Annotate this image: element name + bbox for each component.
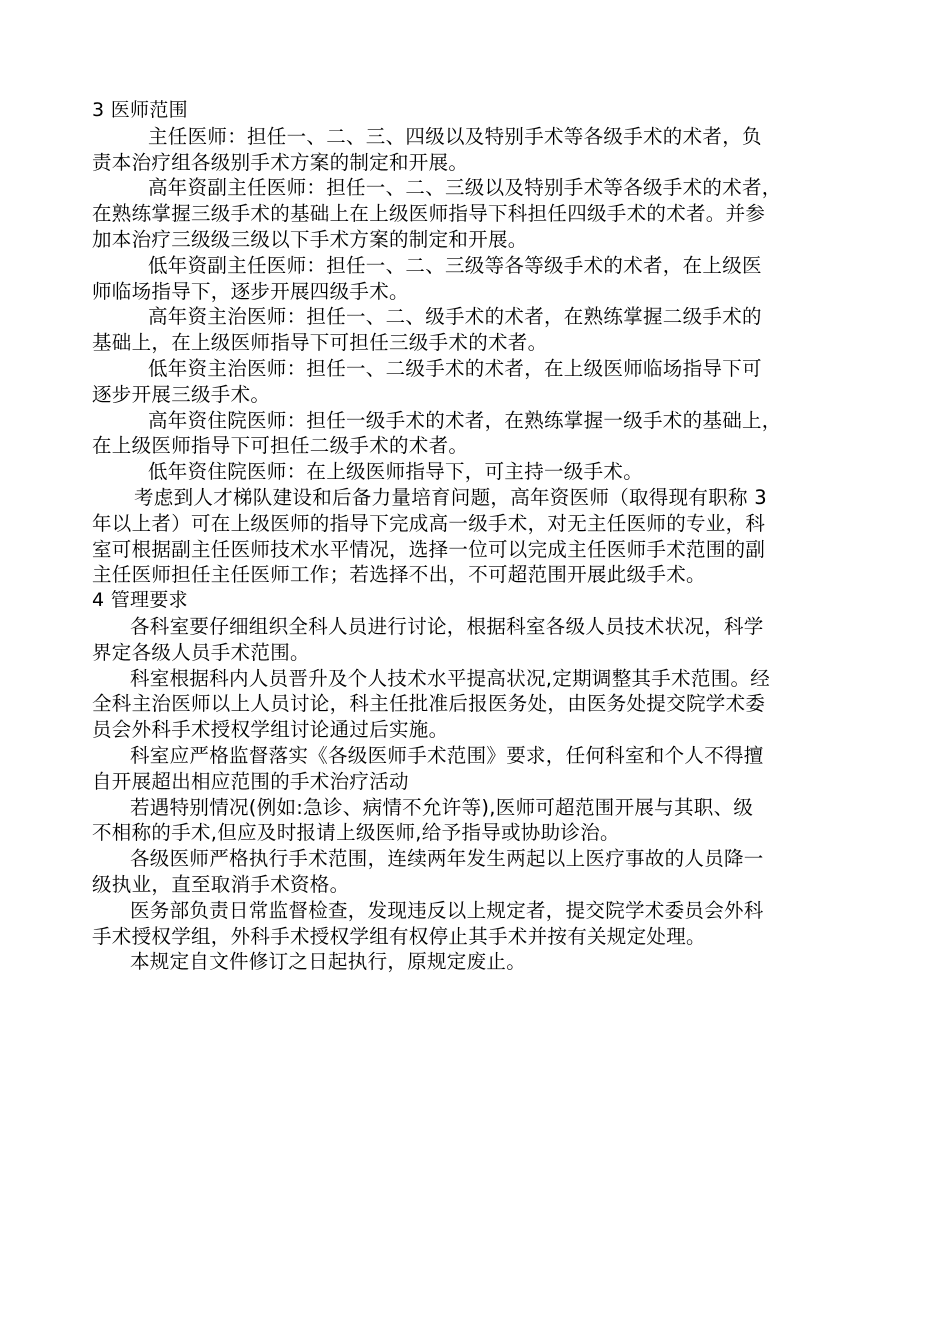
para-senior-resident-line-2: 在上级医师指导下可担任二级手术的术者。 (92, 434, 469, 458)
para-junior-resident-line-1: 低年资住院医师：在上级医师指导下，可主持一级手术。 (148, 460, 644, 484)
section-4-heading: 4 管理要求 (92, 589, 188, 612)
para-senior-attending-line-2: 基础上，在上级医师指导下可担任三级手术的术者。 (92, 331, 548, 355)
para-periodic-adjust-line-1: 科室根据科内人员晋升及个人技术水平提高状况,定期调整其手术范围。经 (130, 666, 771, 690)
para-strict-scope-line-2: 级执业，直至取消手术资格。 (92, 872, 350, 896)
para-periodic-adjust-line-2: 全科主治医师以上人员讨论，科主任批准后报医务处，由医务处提交院学术委 (92, 692, 766, 716)
para-strict-scope-line-1: 各级医师严格执行手术范围，连续两年发生两起以上医疗事故的人员降一 (130, 847, 764, 871)
para-periodic-adjust-line-3: 员会外科手术授权学组讨论通过后实施。 (92, 718, 449, 742)
para-chief-physician-line-1: 主任医师：担任一、二、三、四级以及特别手术等各级手术的术者，负 (148, 124, 762, 148)
para-talent-pipeline-line-4: 主任医师担任主任医师工作；若选择不出，不可超范围开展此级手术。 (92, 563, 706, 587)
para-senior-associate-line-1: 高年资副主任医师：担任一、二、三级以及特别手术等各级手术的术者， (148, 176, 782, 200)
para-effective-date-line-1: 本规定自文件修订之日起执行，原规定废止。 (130, 950, 527, 974)
section-3-heading: 3 医师范围 (92, 99, 188, 121)
para-talent-pipeline-line-3: 室可根据副主任医师技术水平情况，选择一位可以完成主任医师手术范围的副 (92, 537, 766, 561)
para-senior-attending-line-1: 高年资主治医师：担任一、二、级手术的术者，在熟练掌握二级手术的 (148, 305, 762, 329)
para-senior-associate-line-3: 加本治疗三级级三级以下手术方案的制定和开展。 (92, 227, 528, 251)
para-chief-physician-line-2: 责本治疗组各级别手术方案的制定和开展。 (92, 150, 469, 174)
para-talent-pipeline-line-2: 年以上者）可在上级医师的指导下完成高一级手术，对无主任医师的专业，科 (92, 511, 766, 535)
para-medical-affairs-line-2: 手术授权学组，外科手术授权学组有权停止其手术并按有关规定处理。 (92, 924, 706, 948)
para-talent-pipeline-line-1: 考虑到人才梯队建设和后备力量培育问题，高年资医师（取得现有职称 3 (134, 485, 768, 509)
para-supervision-line-1: 科室应严格监督落实《各级医师手术范围》要求，任何科室和个人不得擅 (130, 743, 764, 767)
para-medical-affairs-line-1: 医务部负责日常监督检查，发现违反以上规定者，提交院学术委员会外科 (130, 898, 764, 922)
document-page (92, 98, 862, 975)
para-special-cases-line-1: 若遇特别情况(例如:急诊、病情不允许等),医师可超范围开展与其职、级 (130, 795, 754, 819)
para-supervision-line-2: 自开展超出相应范围的手术治疗活动 (92, 769, 409, 793)
para-dept-discussion-line-2: 界定各级人员手术范围。 (92, 640, 310, 664)
para-senior-resident-line-1: 高年资住院医师：担任一级手术的术者，在熟练掌握一级手术的基础上， (148, 408, 782, 432)
para-senior-associate-line-2: 在熟练掌握三级手术的基础上在上级医师指导下科担任四级手术的术者。并参 (92, 202, 766, 226)
para-special-cases-line-2: 不相称的手术,但应及时报请上级医师,给予指导或协助诊治。 (92, 821, 620, 845)
para-junior-associate-line-2: 师临场指导下，逐步开展四级手术。 (92, 279, 409, 303)
para-junior-attending-line-1: 低年资主治医师：担任一、二级手术的术者，在上级医师临场指导下可 (148, 356, 762, 380)
para-junior-associate-line-1: 低年资副主任医师：担任一、二、三级等各等级手术的术者，在上级医 (148, 253, 762, 277)
para-junior-attending-line-2: 逐步开展三级手术。 (92, 382, 271, 406)
para-dept-discussion-line-1: 各科室要仔细组织全科人员进行讨论，根据科室各级人员技术状况，科学 (130, 614, 764, 638)
